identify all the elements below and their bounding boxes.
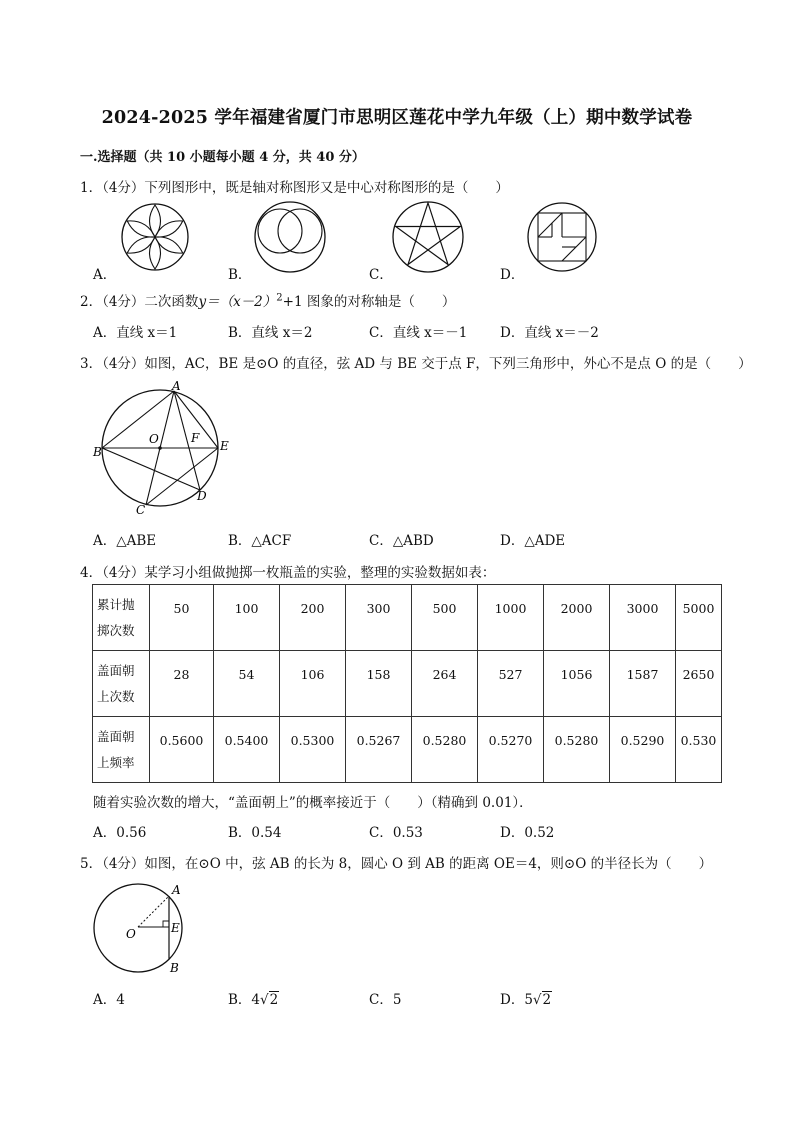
label-e: E — [220, 439, 229, 453]
q5-option-c: C．5 — [369, 992, 402, 1008]
table-cell: 158 — [346, 651, 412, 717]
question-3-stem: 3．（4分）如图，AC，BE 是⊙O 的直径，弦 AD 与 BE 交于点 F，下列三角形中，外心不是点 O 的是（ ） — [80, 356, 752, 372]
square-pinwheel-figure — [528, 203, 596, 271]
question-3-figure — [88, 378, 248, 518]
table-cell: 200 — [280, 585, 346, 651]
question-4-followup: 随着实验次数的增大，“盖面朝上”的概率接近于（ ）（精确到 0.01）． — [93, 795, 533, 811]
question-1-stem: 1．（4分）下列图形中，既是轴对称图形又是中心对称图形的是（ ） — [80, 180, 509, 196]
table-cell: 0.5290 — [610, 717, 676, 783]
question-5-figure — [90, 880, 200, 980]
exam-title: 2024-2025 学年福建省厦门市思明区莲花中学九年级（上）期中数学试卷 — [101, 108, 693, 128]
sqrt-symbol: √2 — [532, 992, 552, 1008]
table-cell: 28 — [150, 651, 214, 717]
q2-option-c: C．直线 x＝－1 — [369, 325, 468, 341]
table-cell: 1587 — [610, 651, 676, 717]
table-cell: 527 — [478, 651, 544, 717]
table-cell: 0.5280 — [544, 717, 610, 783]
flower-figure — [122, 204, 188, 270]
label-e: E — [171, 921, 180, 935]
q2-stem-post: +1 图象的对称轴是（ ） — [282, 294, 456, 310]
table-row — [93, 717, 722, 783]
q1-option-c: C． — [369, 267, 393, 283]
table-cell: 264 — [412, 651, 478, 717]
table-cell: 0.5267 — [346, 717, 412, 783]
table-cell: 1000 — [478, 585, 544, 651]
label-a: A — [172, 883, 181, 897]
q4-option-c: C．0.53 — [369, 825, 423, 841]
q3-option-b: B．△ACF — [228, 533, 292, 549]
table-cell: 54 — [214, 651, 280, 717]
q4-option-d: D．0.52 — [500, 825, 555, 841]
q2-option-a: A．直线 x＝1 — [93, 325, 178, 341]
table-cell: 5000 — [676, 585, 722, 651]
table-cell: 0.5280 — [412, 717, 478, 783]
label-d: D — [197, 489, 207, 503]
table-cell: 0.5270 — [478, 717, 544, 783]
row-header: 盖面朝 上频率 — [93, 717, 150, 783]
q4-option-a: A．0.56 — [93, 825, 147, 841]
q3-option-c: C．△ABD — [369, 533, 434, 549]
section-heading: 一.选择题（共 10 小题每小题 4 分，共 40 分） — [80, 150, 365, 165]
label-b: B — [170, 961, 179, 975]
q5-option-b: B．4√2 — [228, 992, 279, 1008]
table-cell: 100 — [214, 585, 280, 651]
label-f: F — [191, 431, 200, 445]
q1-option-d: D． — [500, 267, 525, 283]
table-cell: 2650 — [676, 651, 722, 717]
table-cell: 0.5400 — [214, 717, 280, 783]
q4-option-b: B．0.54 — [228, 825, 282, 841]
table-cell: 1056 — [544, 651, 610, 717]
table-cell: 300 — [346, 585, 412, 651]
table-cell: 3000 — [610, 585, 676, 651]
label-o: O — [126, 927, 136, 941]
table-cell: 106 — [280, 651, 346, 717]
row-header: 盖面朝 上次数 — [93, 651, 150, 717]
q1-option-b: B． — [228, 267, 252, 283]
q5-option-d: D．5√2 — [500, 992, 552, 1008]
label-b: B — [93, 445, 102, 459]
table-row — [93, 585, 722, 651]
q2-stem-pre: 2．（4分）二次函数 — [80, 294, 199, 310]
table-row — [93, 651, 722, 717]
table-cell: 2000 — [544, 585, 610, 651]
q2-stem-expr: y＝（x－2） — [198, 294, 277, 310]
q3-option-a: A．△ABE — [93, 533, 157, 549]
three-circle-figure — [255, 202, 325, 272]
table-cell: 500 — [412, 585, 478, 651]
question-1-figures — [90, 195, 730, 280]
star-figure — [393, 202, 463, 272]
sqrt-symbol: √2 — [260, 992, 279, 1008]
question-5-stem: 5．（4分）如图，在⊙O 中，弦 AB 的长为 8，圆心 O 到 AB 的距离 OE＝4，则⊙O 的半径长为（ ） — [80, 856, 713, 872]
table-cell: 0.5300 — [280, 717, 346, 783]
label-c: C — [136, 503, 146, 517]
q1-option-a: A． — [93, 267, 117, 283]
label-a: A — [172, 379, 181, 393]
row-header: 累计抛 掷次数 — [93, 585, 150, 651]
table-cell: 50 — [150, 585, 214, 651]
question-2-stem — [80, 290, 455, 310]
q5-option-a: A．4 — [93, 992, 125, 1008]
question-4-stem: 4．（4分）某学习小组做抛掷一枚瓶盖的实验，整理的实验数据如表： — [80, 565, 496, 581]
q3-option-d: D．△ADE — [500, 533, 566, 549]
label-o: O — [149, 432, 159, 446]
table-cell: 0.530 — [676, 717, 722, 783]
experiment-table — [92, 584, 722, 783]
q2-exponent: 2 — [276, 292, 283, 304]
q2-option-b: B．直线 x＝2 — [228, 325, 313, 341]
q2-option-d: D．直线 x＝－2 — [500, 325, 599, 341]
table-cell: 0.5600 — [150, 717, 214, 783]
